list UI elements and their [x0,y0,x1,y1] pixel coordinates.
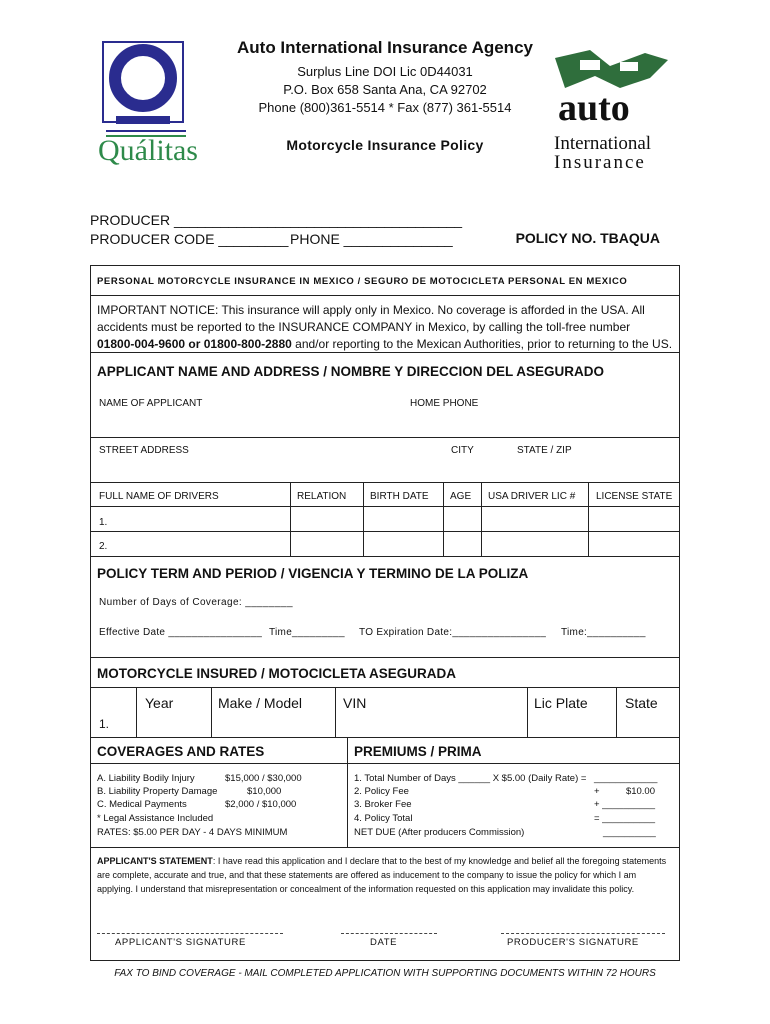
legal-assistance-note: * Legal Assistance Included [97,813,214,824]
expiration-date-field[interactable]: TO Expiration Date:________________ [359,627,547,638]
applicant-statement [97,854,672,896]
home-phone-label: HOME PHONE [410,398,479,409]
policy-total-label: 4. Policy Total [354,813,413,824]
document-subtitle: Motorcycle Insurance Policy [286,137,484,153]
days-of-coverage-field[interactable]: Number of Days of Coverage: ________ [99,597,293,608]
producer-code-field[interactable]: PRODUCER CODE _________ [90,231,289,247]
drivers-col-license-state: LICENSE STATE [596,491,673,502]
form-banner [91,266,679,296]
motorcycle-section-title: MOTORCYCLE INSURED / MOTOCICLETA ASEGURADA [97,666,457,681]
agency-license: Surplus Line DOI Lic 0D44031 [297,64,473,79]
city-label: CITY [451,445,474,456]
broker-fee-value[interactable]: + __________ [594,799,656,810]
policy-term-title: POLICY TERM AND PERIOD / VIGENCIA Y TERMINO DE LA POLIZA [97,566,529,581]
name-of-applicant-label: NAME OF APPLICANT [99,398,203,409]
net-due-label: NET DUE (After producers Commission) [354,827,525,838]
state-zip-label: STATE / ZIP [517,445,572,456]
effective-time-field[interactable]: Time_________ [269,627,345,638]
producer-signature-label: PRODUCER'S SIGNATURE [507,937,639,948]
policy-total-value[interactable]: = __________ [594,813,656,824]
notice-line-1: IMPORTANT NOTICE: This insurance will apply only in Mexico. No coverage is afforded in the USA. All [97,303,645,317]
auto-logo-international: International [554,133,652,154]
moto-col-state: State [625,695,658,711]
auto-logo-word: auto [558,87,630,129]
coverage-b-value: $10,000 [247,786,282,797]
premium-days-value[interactable]: ____________ [594,773,658,784]
coverage-c-value: $2,000 / $10,000 [225,799,297,810]
street-address-label: STREET ADDRESS [99,445,189,456]
net-due-value[interactable]: __________ [603,827,656,838]
notice-line-3-text: and/or reporting to the Mexican Authorities, prior to returning to the US. [291,337,673,351]
statement-text: : I have read this application and I declare that to the best of my knowledge and belief all the foregoing statements are complete, accurate and true, and that these statements are offered as inducement to the company to issue the policy for which I am applying. I understand that misrepresentation or concealment of the information requested on this application may invalidate this policy. [97,856,667,894]
applicant-section-title: APPLICANT NAME AND ADDRESS / NOMBRE Y DIRECCION DEL ASEGURADO [97,364,605,379]
rates-note: RATES: $5.00 PER DAY - 4 DAYS MINIMUM [97,827,288,838]
notice-line-2: accidents must be reported to the INSURANCE COMPANY in Mexico, by calling the toll-free number [97,320,631,334]
drivers-col-age: AGE [450,491,472,502]
moto-col-year: Year [145,695,174,711]
banner-text: PERSONAL MOTORCYCLE INSURANCE IN MEXICO / SEGURO DE MOTOCICLETA PERSONAL EN MEXICO [97,276,628,287]
effective-date-field[interactable]: Effective Date ________________ [99,627,263,638]
agency-phone: Phone (800)361-5514 * Fax (877) 361-5514 [258,100,512,115]
coverages-title: COVERAGES AND RATES [97,744,265,759]
application-form [90,265,680,961]
statement-label: APPLICANT'S STATEMENT [97,856,213,866]
broker-fee-label: 3. Broker Fee [354,799,412,810]
moto-col-make-model: Make / Model [218,695,303,711]
drivers-col-license: USA DRIVER LIC # [488,491,576,502]
drivers-col-birth-date: BIRTH DATE [370,491,429,502]
producer-field[interactable]: PRODUCER _____________________________________ [90,212,463,228]
agency-address: P.O. Box 658 Santa Ana, CA 92702 [283,82,487,97]
expiration-time-field[interactable]: Time:__________ [561,627,646,638]
driver-row-1[interactable]: 1. [99,517,108,528]
drivers-col-name: FULL NAME OF DRIVERS [99,491,219,502]
qualitas-logo [98,38,198,178]
coverage-a-label: A. Liability Bodily Injury [97,773,195,784]
date-label: DATE [370,937,398,948]
coverage-b-label: B. Liability Property Damage [97,786,218,797]
moto-col-vin: VIN [343,695,367,711]
driver-row-2[interactable]: 2. [99,541,108,552]
policy-fee-label: 2. Policy Fee [354,786,409,797]
policy-fee-value: + $10.00 [594,786,655,797]
moto-row-1[interactable]: 1. [99,717,110,731]
applicant-signature-label: APPLICANT'S SIGNATURE [115,937,246,948]
important-notice [91,296,679,353]
premium-days-label: 1. Total Number of Days ______ X $5.00 (Daily Rate) = [354,773,587,784]
policy-number: POLICY NO. TBAQUA [515,230,660,246]
coverage-c-label: C. Medical Payments [97,799,187,810]
premiums-title: PREMIUMS / PRIMA [354,744,482,759]
producer-phone-field[interactable]: PHONE ______________ [290,231,453,247]
toll-free-numbers: 01800-004-9600 or 01800-800-2880 [97,337,292,351]
notice-line-3 [97,337,672,351]
drivers-col-relation: RELATION [297,491,347,502]
moto-col-lic-plate: Lic Plate [534,695,588,711]
qualitas-logo-text: Quálitas [98,134,198,167]
agency-name: Auto International Insurance Agency [237,38,533,57]
footer-note: FAX TO BIND COVERAGE - MAIL COMPLETED APPLICATION WITH SUPPORTING DOCUMENTS WITHIN 72 HOURS [114,968,656,979]
auto-logo-insurance: Insurance [554,152,646,173]
coverage-a-value: $15,000 / $30,000 [225,773,302,784]
